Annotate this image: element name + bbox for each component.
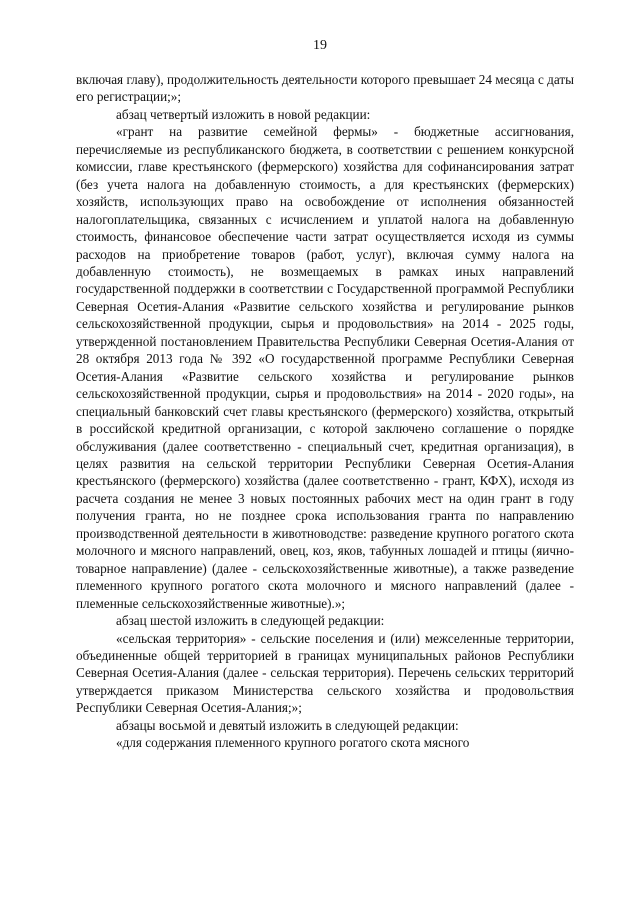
page-number: 19: [313, 38, 327, 53]
paragraph-instruction: абзац шестой изложить в следующей редакции:: [116, 613, 385, 629]
paragraph-definition-grant: «грант на развитие семейной фермы» - бюджетные ассигнования, перечисляемые из республиканского бюджета, в соответствии с решением конкурсной комиссии, главе крестьянского (фермерского) хозяйства для софинансирования затрат (без учета налога на добавленную стоимость, а для крестьянских (фермерских) хозяйств, использующих право на освобождение от исполнения обязанностей налогоплательщика, связанных с исчислением и уплатой налога на добавленную стоимость, финансовое обеспечение части затрат осуществляется исходя из суммы расходов на приобретение товаров (работ, услуг), включая сумму налога на добавленную стоимость), не возмещаемых в рамках иных направлений государственной поддержки в соответствии с Государственной программой Республики Северная Осетия-Алания «Развитие сельского хозяйства и регулирование рынков сельскохозяйственной продукции, сырья и продовольствия» на 2014 - 2025 годы, утвержденной постановлением Правительства Республики Северная Осетия-Алания от 28 октября 2013 года № 392 «О государственной программе Республики Северная Осетия-Алания «Развитие сельского хозяйства и регулирование рынков сельскохозяйственной продукции, сырья и продовольствия» на 2014 - 2020 годы», на специальный банковский счет главы крестьянского (фермерского) хозяйства, открытый в российской кредитной организации, с которой заключено соглашение о порядке обслуживания (далее соответственно - специальный счет, кредитная организация), в целях развития на сельской территории Республики Северная Осетия-Алания крестьянского (фермерского) хозяйства (далее соответственно - грант, КФХ), исходя из расчета создания не менее 3 новых постоянных рабочих мест на один грант в году получения гранта, но не позднее срока использования гранта по направлению производственной деятельности в животноводстве: разведение крупного рогатого скота молочного и мясного направлений, овец, коз, яков, табунных лошадей и птицы (яично-товарное направление) (далее - сельскохозяйственные животные), а также разведение племенного крупного рогатого скота молочного и мясного направлений (далее - племенные сельскохозяйственные животные).»;: [76, 124, 574, 611]
paragraph-instruction: абзац четвертый изложить в новой редакции:: [116, 106, 371, 122]
paragraph-continuation: включая главу), продолжительность деятельности которого превышает 24 месяца с даты его регистрации;»;: [76, 72, 574, 105]
paragraph-instruction: абзацы восьмой и девятый изложить в следующей редакции:: [116, 717, 459, 733]
document-body: [76, 71, 574, 752]
paragraph-definition-cattle: «для содержания племенного крупного рогатого скота мясного: [116, 735, 470, 751]
paragraph-definition-rural-territory: «сельская территория» - сельские поселения и (или) межселенные территории, объединенные общей территорией в границах муниципальных районов Республики Северная Осетия-Алания (далее - сельская территория). Перечень сельских территорий утверждается приказом Министерства сельского хозяйства и продовольствия Республики Северная Осетия-Алания;»;: [76, 630, 574, 716]
